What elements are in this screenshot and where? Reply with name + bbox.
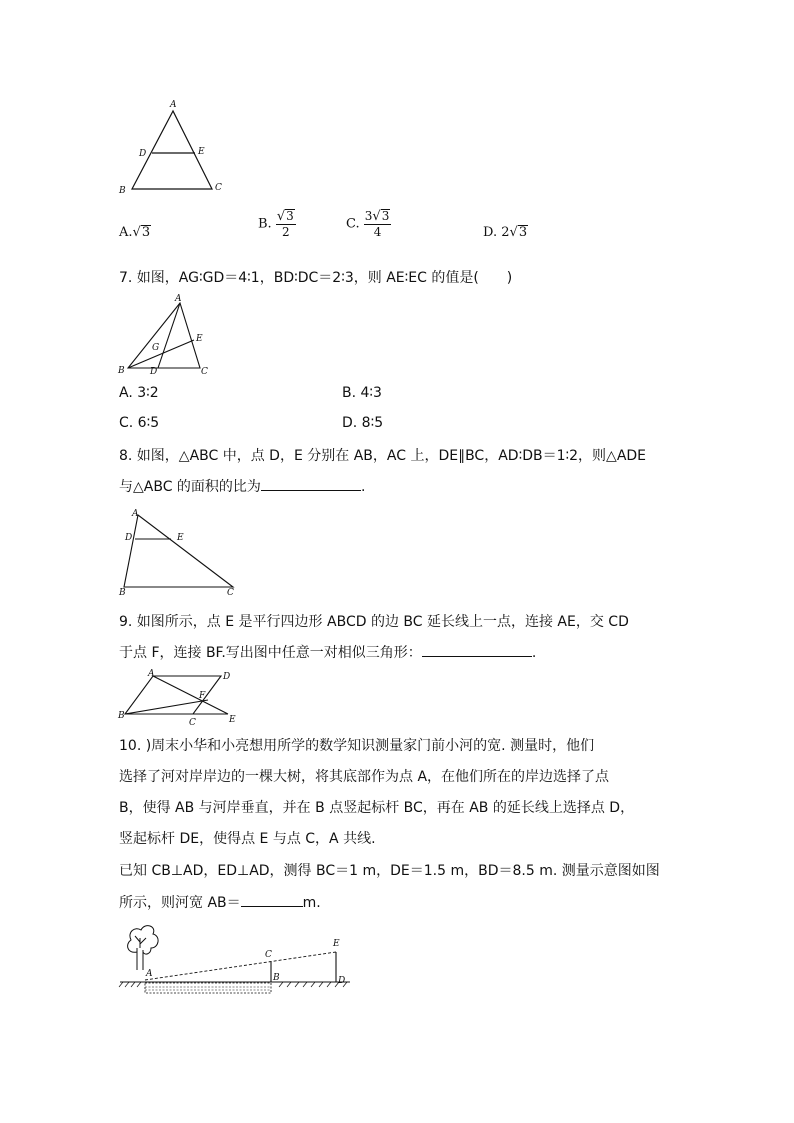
q9-line1: 9. 如图所示，点 E 是平行四边形 ABCD 的边 BC 延长线上一点，连接 AE，交 CD (119, 614, 629, 630)
label-d: D (125, 533, 133, 543)
q10-river-figure (115, 920, 355, 1000)
q6-option-d[interactable]: D. 2√3 (483, 225, 528, 240)
label-e: E (177, 533, 184, 543)
q6-option-b[interactable]: B. $\frac{√3}{2}$ (258, 209, 294, 239)
label-f: F (199, 691, 206, 701)
q9-line2: 于点 F，连接 BF.写出图中任意一对相似三角形： . (119, 642, 536, 663)
q7-option-d[interactable]: D. 8∶5 (342, 415, 384, 431)
label-b: B (273, 973, 280, 983)
q6-option-a[interactable]: A.√3 (119, 225, 151, 240)
label-d: D (150, 367, 158, 377)
label-d: D (338, 976, 346, 986)
label-a: A (175, 294, 182, 304)
q8-triangle-figure (115, 505, 245, 600)
tree-icon (128, 926, 158, 970)
label-c: C (227, 588, 234, 598)
q10-line1: 10. )周末小华和小亮想用所学的数学知识测量家门前小河的宽. 测量时，他们 (119, 738, 595, 754)
q7-triangle-figure (115, 292, 215, 377)
label-b: B (118, 366, 125, 376)
q10-line6: 所示，则河宽 AB＝ m. (119, 892, 321, 913)
q10-line5: 已知 CB⊥AD，ED⊥AD，测得 BC＝1 m，DE＝1.5 m，BD＝8.5 m. 测量示意图如图 (119, 863, 660, 879)
q8-line1: 8. 如图，△ABC 中，点 D，E 分别在 AB，AC 上，DE∥BC，AD∶DB＝1∶2，则△ADE (119, 448, 647, 464)
label-c: C (265, 950, 272, 960)
q10-line3: B，使得 AB 与河岸垂直，并在 B 点竖起标杆 BC，再在 AB 的延长线上选择点 D， (119, 800, 635, 816)
label-c: C (201, 367, 208, 377)
q8-line2: 与△ABC 的面积的比为 . (119, 476, 365, 497)
label-e: E (198, 147, 205, 157)
label-e: E (333, 939, 340, 949)
q6-option-c[interactable]: C. $\frac{3√3}{4}$ (346, 209, 390, 239)
label-d: D (223, 672, 231, 682)
label-e: E (196, 334, 203, 344)
label-b: B (118, 711, 125, 721)
label-b: B (119, 588, 126, 598)
label-a: A (132, 509, 139, 519)
q9-parallelogram-figure (115, 668, 250, 726)
q8-answer-blank[interactable] (261, 476, 361, 491)
q6-triangle-figure (115, 98, 230, 198)
label-a: A (148, 669, 155, 679)
label-e: E (229, 715, 236, 725)
q10-answer-blank[interactable] (241, 892, 303, 907)
label-c: C (215, 183, 222, 193)
q7-stem: 7. 如图，AG∶GD＝4∶1，BD∶DC＝2∶3，则 AE∶EC 的值是( ) (119, 270, 513, 286)
q10-line4: 竖起标杆 DE，使得点 E 与点 C，A 共线. (119, 831, 376, 847)
label-a: A (170, 100, 177, 110)
label-a: A (146, 969, 153, 979)
q10-line2: 选择了河对岸岸边的一棵大树，将其底部作为点 A，在他们所在的岸边选择了点 (119, 769, 610, 785)
q7-option-b[interactable]: B. 4∶3 (342, 385, 382, 401)
q7-option-a[interactable]: A. 3∶2 (119, 385, 159, 401)
label-c: C (189, 718, 196, 726)
q7-option-c[interactable]: C. 6∶5 (119, 415, 160, 431)
label-d: D (139, 149, 147, 159)
label-b: B (119, 186, 126, 196)
label-g: G (152, 343, 160, 353)
q9-answer-blank[interactable] (422, 642, 532, 657)
